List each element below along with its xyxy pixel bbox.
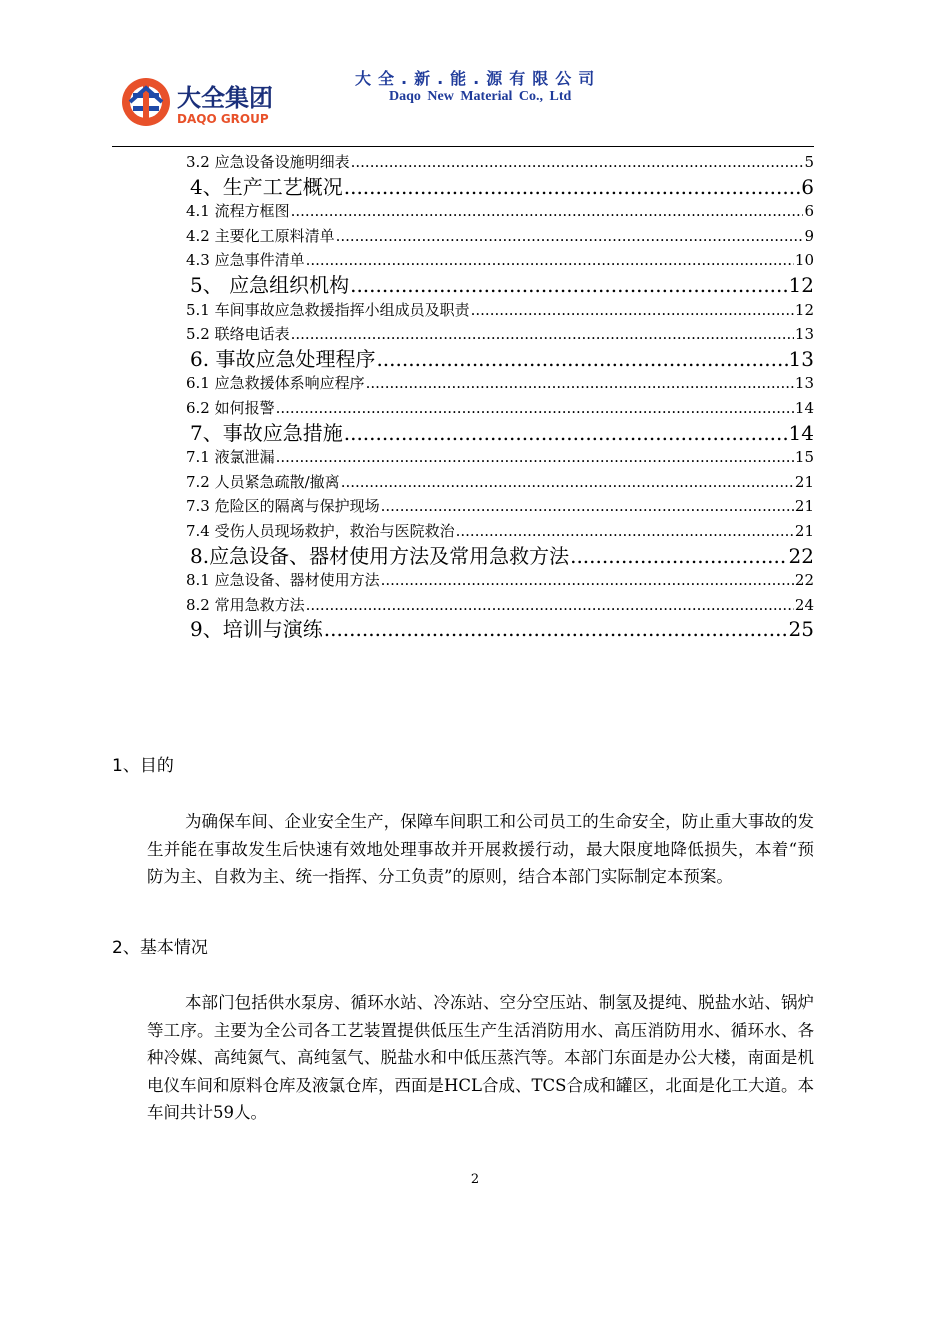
toc-leader-dots — [350, 273, 787, 298]
toc-entry-title: 4.2 主要化工原料清单 — [186, 226, 335, 245]
purpose-paragraph: 为确保车间、企业安全生产，保障车间职工和公司员工的生命安全，防止重大事故的发生并能在事故发生后快速有效地处理事故并开展救援行动，最大限度地降低损失，本着“预防为主、自救为主、统一指挥、分工负责”的原则，结合本部门实际制定本预案。 — [147, 812, 814, 886]
toc-entry-title: 4、生产工艺概况 — [190, 174, 343, 199]
toc-entry-title: 6.1 应急救援体系响应程序 — [186, 374, 365, 393]
toc-entry-title: 8.1 应急设备、器材使用方法 — [186, 571, 380, 590]
toc-entry[interactable] — [186, 175, 814, 200]
toc-leader-dots — [344, 421, 788, 446]
toc-entry-page: 14 — [788, 420, 814, 445]
toc-entry[interactable] — [186, 568, 814, 593]
toc-leader-dots — [341, 470, 794, 495]
toc-entry-page: 10 — [794, 251, 814, 270]
toc-entry-title: 7.3 危险区的隔离与保护现场 — [186, 497, 380, 516]
toc-entry-title: 6. 事故应急处理程序 — [190, 346, 376, 371]
toc-leader-dots — [456, 519, 794, 544]
toc-entry[interactable] — [186, 396, 814, 421]
toc-entry[interactable] — [186, 593, 814, 618]
page-header — [0, 0, 950, 148]
toc-entry[interactable] — [186, 199, 814, 224]
toc-entry-page: 5 — [804, 153, 814, 171]
toc-leader-dots — [291, 322, 794, 347]
toc-entry-title: 5.1 车间事故应急救援指挥小组成员及职责 — [186, 300, 470, 319]
toc-entry-title: 8.2 常用急救方法 — [186, 595, 305, 614]
toc-entry[interactable] — [186, 298, 814, 323]
page-number: 2 — [470, 1172, 480, 1187]
toc-entry-page: 6 — [801, 174, 814, 199]
toc-entry[interactable] — [186, 445, 814, 470]
header-rule — [112, 146, 814, 147]
toc-entry-page: 22 — [794, 571, 814, 590]
toc-entry-page: 13 — [788, 346, 814, 371]
toc-entry-page: 9 — [804, 226, 814, 245]
toc-leader-dots — [306, 593, 794, 618]
toc-entry[interactable] — [186, 322, 814, 347]
toc-leader-dots — [344, 175, 801, 200]
logo-cn-text: 大全集团 — [177, 84, 273, 112]
toc-entry[interactable] — [186, 150, 814, 175]
toc-entry-page: 13 — [794, 325, 814, 344]
toc-leader-dots — [336, 224, 804, 249]
section-heading-basic: 2、基本情况 — [112, 938, 208, 958]
toc-leader-dots — [570, 544, 787, 569]
toc-entry-page: 12 — [794, 300, 814, 319]
toc-entry-title: 3.2 应急设备设施明细表 — [186, 153, 350, 171]
toc-entry[interactable] — [186, 248, 814, 273]
toc-entry-title: 7.4 受伤人员现场救护，救治与医院救治 — [186, 521, 455, 540]
table-of-contents — [186, 150, 814, 642]
toc-entry-page: 6 — [804, 202, 814, 221]
toc-leader-dots — [324, 617, 788, 642]
toc-entry-title: 4.3 应急事件清单 — [186, 251, 305, 270]
daqo-group-logo — [120, 76, 300, 128]
toc-entry[interactable] — [186, 494, 814, 519]
toc-entry[interactable] — [186, 421, 814, 446]
toc-entry-page: 13 — [794, 374, 814, 393]
toc-entry[interactable] — [186, 273, 814, 298]
toc-leader-dots — [276, 445, 794, 470]
toc-entry[interactable] — [186, 544, 814, 569]
toc-entry[interactable] — [186, 347, 814, 372]
toc-entry-title: 7.2 人员紧急疏散/撤离 — [186, 472, 340, 491]
toc-entry[interactable] — [186, 224, 814, 249]
toc-entry-title: 9、培训与演练 — [190, 617, 323, 642]
toc-entry-page: 21 — [794, 472, 814, 491]
toc-entry-title: 7.1 液氯泄漏 — [186, 448, 275, 467]
section-heading-purpose: 1、目的 — [112, 756, 174, 776]
toc-leader-dots — [471, 298, 794, 323]
toc-entry-page: 21 — [794, 521, 814, 540]
toc-entry-page: 15 — [794, 448, 814, 467]
company-name-cn: 大全.新.能.源有限公司 — [355, 69, 602, 88]
toc-entry-title: 5、 应急组织机构 — [190, 272, 350, 297]
toc-entry-title: 5.2 联络电话表 — [186, 325, 290, 344]
toc-entry-page: 24 — [794, 595, 814, 614]
toc-entry-title: 4.1 流程方框图 — [186, 202, 290, 221]
toc-leader-dots — [276, 396, 794, 421]
toc-entry-title: 6.2 如何报警 — [186, 398, 275, 417]
toc-entry-title: 7、事故应急措施 — [190, 420, 343, 445]
toc-entry[interactable] — [186, 470, 814, 495]
toc-leader-dots — [381, 568, 794, 593]
toc-entry-title: 8.应急设备、器材使用方法及常用急救方法 — [190, 543, 570, 568]
toc-entry[interactable] — [186, 371, 814, 396]
toc-entry[interactable] — [186, 519, 814, 544]
toc-leader-dots — [306, 248, 794, 273]
toc-leader-dots — [381, 494, 794, 519]
toc-leader-dots — [366, 371, 794, 396]
logo-en-text: DAQO GROUP — [177, 112, 269, 126]
toc-leader-dots — [351, 150, 804, 175]
toc-entry-page: 21 — [794, 497, 814, 516]
toc-entry-page: 22 — [788, 543, 814, 568]
toc-leader-dots — [291, 199, 804, 224]
basic-info-paragraph: 本部门包括供水泵房、循环水站、冷冻站、空分空压站、制氢及提纯、脱盐水站、锅炉等工序。主要为全公司各工艺装置提供低压生产生活消防用水、高压消防用水、循环水、各种冷媒、高纯氮气、高纯氢气、脱盐水和中低压蒸汽等。本部门东面是办公大楼，南面是机电仪车间和原料仓库及液氯仓库，西面是HCL合成、TCS合成和罐区，北面是化工大道。本车间共计59人。 — [147, 993, 814, 1122]
company-name-en: Daqo New Material Co., Ltd — [389, 89, 572, 104]
toc-entry-page: 25 — [788, 617, 814, 642]
toc-leader-dots — [376, 347, 787, 372]
toc-entry-page: 12 — [788, 272, 814, 297]
toc-entry[interactable] — [186, 617, 814, 642]
toc-entry-page: 14 — [794, 398, 814, 417]
